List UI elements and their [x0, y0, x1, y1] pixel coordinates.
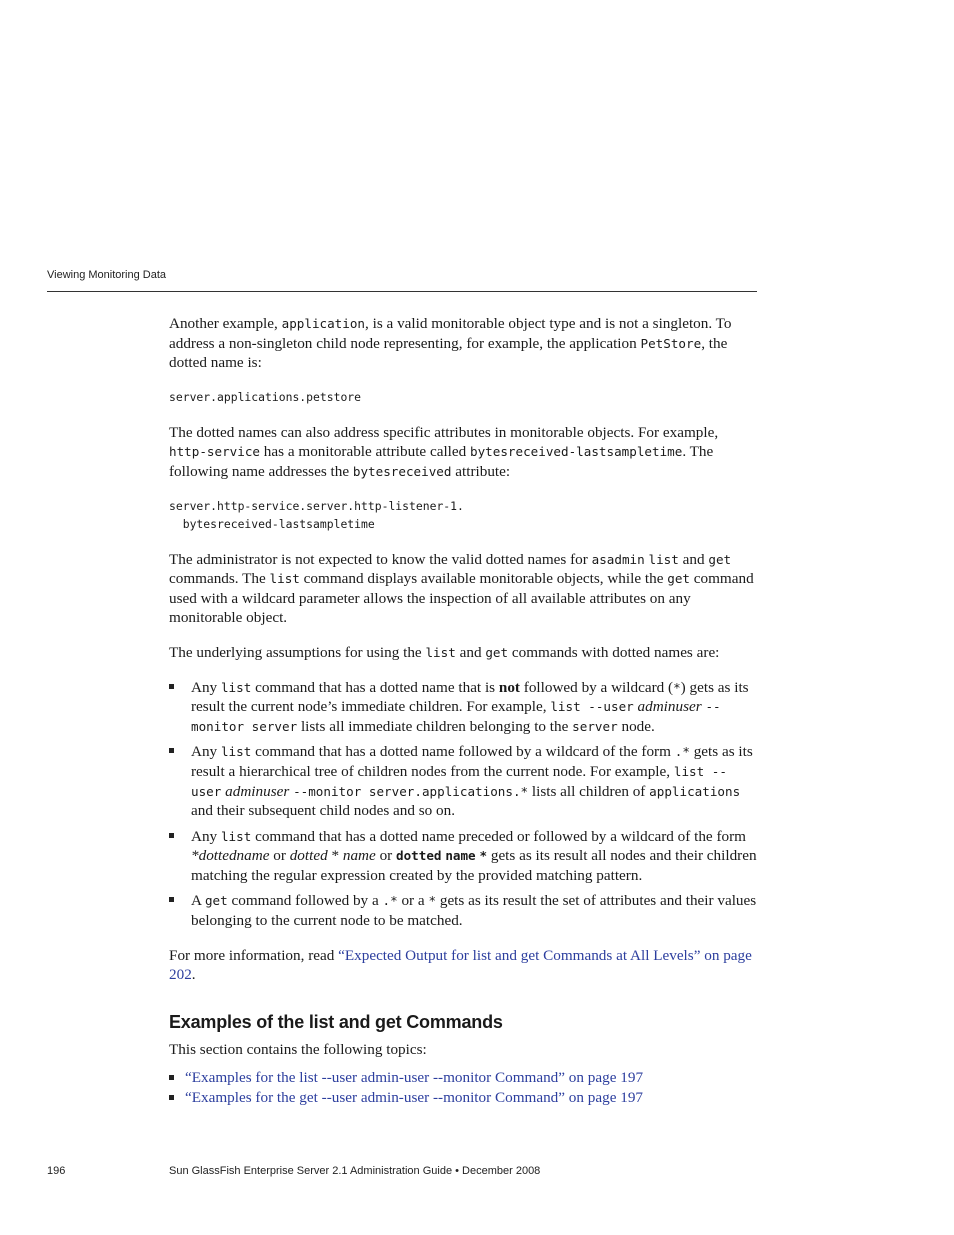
paragraph-administrator: [169, 550, 757, 628]
text: command followed by a: [227, 892, 383, 910]
inline-code: *: [673, 679, 681, 695]
text: command displays available monitorable objects, while the: [299, 570, 668, 588]
text: command that has a dotted name preceded or followed by a wildcard of the form: [251, 827, 746, 845]
list-item: [169, 1068, 757, 1088]
list-item: [169, 1088, 757, 1108]
inline-code: get: [204, 893, 228, 909]
inline-code: server: [572, 718, 618, 734]
inline-code: applications: [649, 783, 741, 799]
text: A: [191, 892, 205, 910]
text: followed by a wildcard (: [519, 678, 674, 696]
text: . The following name addresses the: [169, 443, 714, 480]
inline-code: list: [220, 744, 252, 760]
text: gets as its result the set of attributes and their values belonging to the current node to be matched.: [191, 892, 757, 930]
text: ) gets as its result the current node’s immediate children. For example,: [191, 678, 749, 716]
page-number: 196: [47, 1165, 66, 1177]
code-block-petstore: server.applications.petstore: [169, 389, 362, 404]
inline-code: --monitor server: [191, 699, 721, 734]
text: command that has a dotted name followed by a wildcard of the form: [251, 743, 675, 761]
inline-code: bytesreceived-lastsampletime: [470, 444, 683, 460]
text: For more information, read: [169, 946, 339, 964]
text: attribute:: [451, 462, 511, 480]
text: The dotted names can also address specific attributes in monitorable objects. For example,: [169, 423, 719, 441]
text: Any: [191, 678, 221, 696]
paragraph-application-example: [169, 314, 757, 373]
text: and: [678, 550, 709, 568]
text: .: [191, 966, 196, 984]
inline-code: list --user: [550, 699, 634, 715]
text: lists all immediate children belonging to the: [297, 717, 573, 735]
text: commands. The: [169, 570, 270, 588]
italic-text: adminuser: [637, 698, 702, 716]
inline-code: list: [269, 571, 300, 587]
inline-code: --monitor server.applications.*: [293, 783, 529, 799]
inline-code: application: [281, 316, 366, 331]
topic-link-get-command[interactable]: “Examples for the get --user admin-user --monitor Command” on page 197: [185, 1088, 644, 1106]
footer-book-title: Sun GlassFish Enterprise Server 2.1 Administration Guide • December 2008: [169, 1165, 541, 1177]
text: , is a valid monitorable object type and is not a singleton. To address a non-singleton child node representing, for example, the application: [169, 315, 732, 352]
text: command used with a wildcard parameter allows the inspection of all available attributes on any monitorable object.: [169, 570, 754, 627]
running-header: Viewing Monitoring Data: [47, 269, 167, 281]
inline-code: asadmin: [591, 551, 645, 567]
text: command that has a dotted name that is: [251, 678, 499, 696]
inline-code: list: [648, 551, 679, 567]
main-content: [169, 314, 757, 1107]
bold-code: *: [479, 848, 488, 864]
assumptions-list: [169, 678, 757, 931]
topic-link-list-command[interactable]: “Examples for the list --user admin-user --monitor Command” on page 197: [185, 1069, 644, 1087]
paragraph-more-info: [169, 946, 757, 985]
list-item: [169, 827, 757, 886]
text: Another example,: [169, 315, 282, 332]
text: Any: [191, 827, 221, 845]
inline-code: list: [220, 679, 252, 695]
code-block-http-listener: server.http-service.server.http-listener-1. bytesreceived-lastsampletime: [169, 498, 464, 531]
text: gets as its result a hierarchical tree of children nodes from the current node. For example,: [191, 743, 753, 780]
text: The underlying assumptions for using the: [169, 643, 426, 661]
italic-text: dotted: [289, 847, 328, 865]
section-intro: This section contains the following topics:: [169, 1041, 427, 1059]
text: lists all children of: [528, 782, 650, 800]
inline-code: *: [428, 893, 437, 909]
italic-text: adminuser: [225, 782, 290, 800]
cross-reference-link[interactable]: “Expected Output for list and get Commands at All Levels” on page 202: [169, 946, 752, 984]
bold-code: name: [445, 848, 476, 864]
text: gets as its result all nodes and their children matching the regular expression created by the provided matching pattern.: [191, 847, 757, 884]
text: The administrator is not expected to know the valid dotted names for: [169, 550, 592, 568]
text: or: [269, 847, 290, 865]
inline-code: .*: [382, 893, 398, 909]
text: and their subsequent child nodes and so on.: [191, 802, 456, 820]
inline-code: list: [425, 644, 456, 660]
text: or: [375, 847, 397, 865]
paragraph-attributes: [169, 423, 757, 482]
text: , the dotted name is:: [169, 334, 728, 372]
italic-text: name: [342, 847, 376, 865]
header-rule: [47, 291, 757, 292]
inline-code: list --user: [191, 763, 727, 799]
inline-code: get: [485, 644, 509, 660]
text: commands with dotted names are:: [508, 643, 720, 661]
inline-code: .*: [674, 744, 690, 760]
text: or a: [397, 892, 429, 910]
text: *: [327, 847, 343, 865]
text: has a monitorable attribute called: [260, 443, 471, 461]
paragraph-assumptions: [169, 643, 757, 663]
topics-list: [169, 1068, 757, 1107]
list-item: [169, 891, 757, 930]
bold-text: not: [498, 678, 520, 696]
inline-code: get: [667, 571, 690, 587]
inline-code: http-service: [169, 444, 260, 460]
text: Any: [191, 743, 221, 761]
inline-code: list: [220, 828, 252, 844]
inline-code: get: [708, 551, 732, 567]
text: and: [455, 643, 486, 661]
text: node.: [617, 717, 655, 735]
bold-code: dotted: [396, 848, 442, 864]
list-item: [169, 678, 757, 737]
list-item: [169, 742, 757, 820]
inline-code: bytesreceived: [352, 463, 452, 479]
italic-text: *dottedname: [191, 847, 270, 865]
section-heading: Examples of the list and get Commands: [169, 1011, 503, 1032]
inline-code: PetStore: [640, 335, 702, 351]
